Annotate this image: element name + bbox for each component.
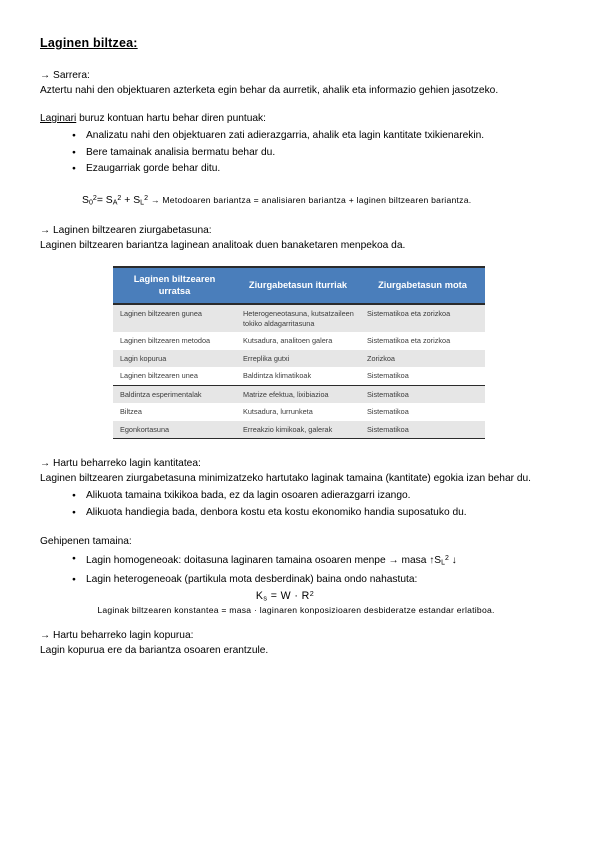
cell-step: Laginen biltzearen unea <box>113 367 236 385</box>
increment-heading: Gehipenen tamaina: <box>40 536 132 548</box>
uncertainty-table <box>113 266 485 439</box>
cell-type: Sistematikoa <box>360 421 485 439</box>
cell-type: Sistematikoa <box>360 367 485 385</box>
cell-type: Zorizkoa <box>360 350 485 368</box>
cell-step: Lagin kopurua <box>113 350 236 368</box>
table-row <box>113 403 485 421</box>
spacer <box>40 521 560 534</box>
table-head <box>113 267 485 304</box>
table-row <box>113 350 485 368</box>
column-header-source: Ziurgabetasun iturriak <box>236 267 360 304</box>
list-item: ● Ezaugarriak gorde behar ditu. <box>86 161 560 177</box>
intro-text: Aztertu nahi den objektuaren azterketa egin behar da aurretik, ahalik eta informazio gehien jasotzeko. <box>40 85 499 96</box>
cell-source: Heterogeneotasuna, kutsatzaileen tokiko aldagarritasuna <box>236 304 360 332</box>
count-text: Lagin kopurua ere da bariantza osoaren erantzule. <box>40 645 269 657</box>
quantity-heading: → Hartu beharreko lagin kantitatea: <box>40 458 201 470</box>
cell-type: Sistematikoa <box>360 385 485 403</box>
intro-heading: → Sarrera: <box>40 70 90 81</box>
table-row <box>113 367 485 385</box>
table-row <box>113 385 485 403</box>
cell-source: Erreakzio kimikoak, galerak <box>236 421 360 439</box>
table-row <box>113 421 485 439</box>
uncertainty-heading: → Laginen biltzearen ziurgabetasuna: <box>40 225 212 237</box>
spacer <box>40 439 560 456</box>
cell-step: Laginen biltzearen gunea <box>113 304 236 332</box>
cell-type: Sistematikoa <box>360 403 485 421</box>
points-list <box>40 128 560 177</box>
list-item: ● Lagin heterogeneoak (partikula mota desberdinak) baina ondo nahastuta: <box>86 572 560 588</box>
uncertainty-text: Laginen biltzearen bariantza laginean analitoak duen banaketaren menpekoa da. <box>40 240 406 252</box>
table-body <box>113 304 485 439</box>
uncertainty-table-wrapper <box>40 266 560 439</box>
cell-source: Kutsadura, lurrunketa <box>236 403 360 421</box>
list-item: ● Lagin homogeneoak: doitasuna laginaren tamaina osoaren menpe → masa $↑S_L^2$ ↓ <box>86 551 560 571</box>
spacer <box>40 210 560 223</box>
cell-type: Sistematikoa eta zorizkoa <box>360 332 485 350</box>
cell-step: Baldintza esperimentalak <box>113 385 236 403</box>
points-lead <box>40 111 560 126</box>
quantity-text: Laginen biltzearen ziurgabetasuna minimizatzeko hartutako laginak tamaina (kantitate) egokia izan behar du. <box>40 473 531 485</box>
list-item: ● Alikuota tamaina txikikoa bada, ez da lagin osoaren adierazgarri izango. <box>86 488 560 504</box>
cell-type: Sistematikoa eta zorizkoa <box>360 304 485 332</box>
count-heading: → Hartu beharreko lagin kopurua: <box>40 630 194 642</box>
cell-step: Biltzea <box>113 403 236 421</box>
k-caption: Laginak biltzearen konstantea = masa · laginaren konposizioaren desbideratze estandar erlatiboa. <box>97 605 495 616</box>
column-header-type: Ziurgabetasun mota <box>360 267 485 304</box>
points-lead-rest: buruz kontuan hartu behar diren puntuak: <box>76 113 266 124</box>
table-row <box>113 304 485 332</box>
increment-homogeneous-tail: ↓ <box>451 554 457 566</box>
increment-points-list <box>40 551 560 587</box>
list-item: ● Alikuota handiegia bada, denbora kostu eta kostu ekonomiko handia suposatuko du. <box>86 505 560 521</box>
points-lead-underlined: Laginari <box>40 113 77 124</box>
column-header-step: Laginen biltzearen urratsa <box>113 267 236 304</box>
increment-homogeneous-text: Lagin homogeneoak: doitasuna laginaren tamaina osoaren menpe → masa ↑S <box>86 554 442 566</box>
list-item: ● Analizatu nahi den objektuaren zati adierazgarria, ahalik eta lagin kantitate txikienarekin. <box>86 128 560 144</box>
cell-step: Egonkortasuna <box>113 421 236 439</box>
cell-source: Baldintza klimatikoak <box>236 367 360 385</box>
k-formula: $K_s = W \cdot R^2$ <box>255 589 315 604</box>
table-header-row <box>113 267 485 304</box>
table-row <box>113 332 485 350</box>
cell-source: Kutsadura, analitoen galera <box>236 332 360 350</box>
list-item: ● Bere tamainak analisia bermatu behar du. <box>86 145 560 161</box>
cell-source: Erreplika gutxi <box>236 350 360 368</box>
k-formula-rest: = W · R <box>267 590 310 603</box>
variance-formula: $S_0^2= S_A^2 + S_L^2$ → Metodoaren bariantza = analisiaren bariantza + laginen biltzearen bariantza. <box>82 194 472 207</box>
page-title: Laginen biltzea: <box>40 36 138 50</box>
quantity-points-list <box>40 488 560 520</box>
cell-step: Laginen biltzearen metodoa <box>113 332 236 350</box>
variance-formula-text: → Metodoaren bariantza = analisiaren bariantza + laginen biltzearen bariantza. <box>150 194 472 205</box>
cell-source: Matrize efektua, lixibiazioa <box>236 385 360 403</box>
spacer <box>40 98 560 111</box>
k-formula-symbol: K <box>255 590 264 603</box>
spacer <box>40 615 560 628</box>
